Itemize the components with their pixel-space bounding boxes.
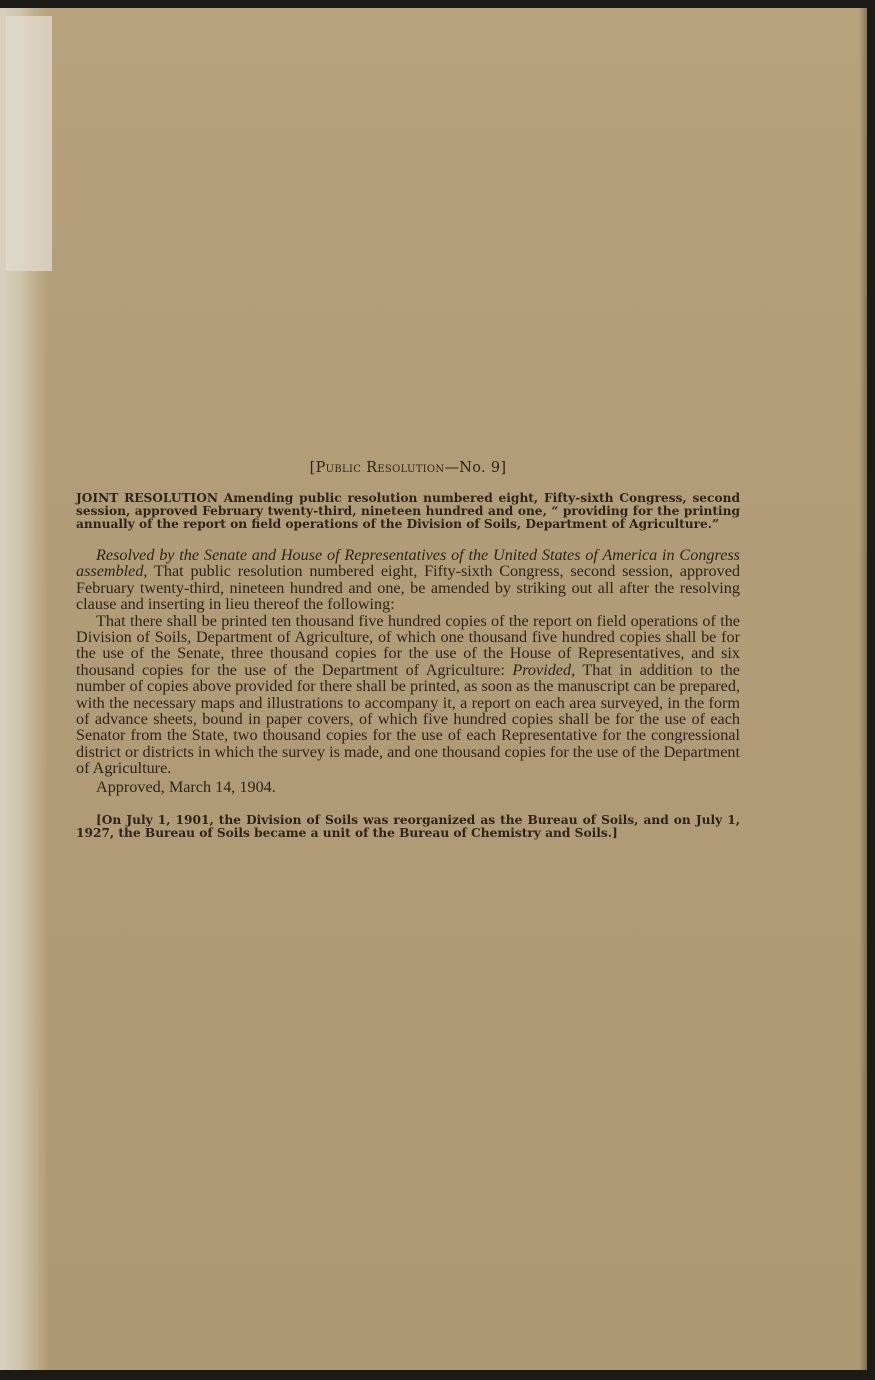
provided-italic: Provided, bbox=[512, 660, 576, 679]
worn-edge-patch bbox=[6, 16, 52, 271]
summary-caps: JOINT RESOLUTION bbox=[76, 491, 218, 505]
resolution-heading: [Public Resolution—No. 9] bbox=[309, 460, 507, 476]
editorial-note: [On July 1, 1901, the Division of Soils was reorganized as the Bureau of Soils, and on July 1, 1927, the Bureau of Soils became a unit of the Bureau of Chemistry and Soils.] bbox=[76, 812, 740, 840]
resolution-text bbox=[76, 460, 740, 840]
resolution-body: That there shall be printed ten thousand five hundred copies of the report on field operations of the Division of Soils, Department of Agriculture, of which one thousand five hundred copies shall be for the use of the Senate, three thousand copies for the use of the House of Representatives, and six thousand copies for the use of the Department of Agriculture: Provided, That in addition to the number of copies above provided for there shall be printed, as soon as the manuscript can be prepared, with the necessary maps and illustrations to accompany it, a report on each area surveyed, in the form of advance sheets, bound in paper covers, of which five hundred copies shall be for the use of each Senator from the State, two thousand copies for the use of each Representative for the congressional district or districts in which the survey is made, and one thousand copies for the use of the Department of Agriculture. bbox=[76, 611, 740, 778]
heading-main: Public Resolution bbox=[315, 460, 445, 476]
summary-rest: Amending public resolution numbered eight, Fifty-sixth Congress, second session, approved February twenty-third, nineteen hundred and one, “ providing for the printing annually of the report on field operations of the Division of Soils, Department of Agriculture.” bbox=[76, 491, 740, 531]
paper-page bbox=[0, 8, 867, 1370]
enacting-rest: That public resolution numbered eight, Fifty-sixth Congress, second session, approved February twenty-third, nineteen hundred and one, be amended by striking out all after the resolving clause and inserting in lieu thereof the following: bbox=[76, 562, 740, 614]
joint-resolution-summary bbox=[76, 492, 740, 531]
right-edge-shadow bbox=[859, 8, 867, 1370]
approval-date: Approved, March 14, 1904. bbox=[96, 777, 276, 796]
enacting-italic: Resolved by the Senate and House of Representatives of the United States of America in Congress assembled, bbox=[76, 546, 740, 581]
enacting-clause bbox=[76, 547, 740, 613]
